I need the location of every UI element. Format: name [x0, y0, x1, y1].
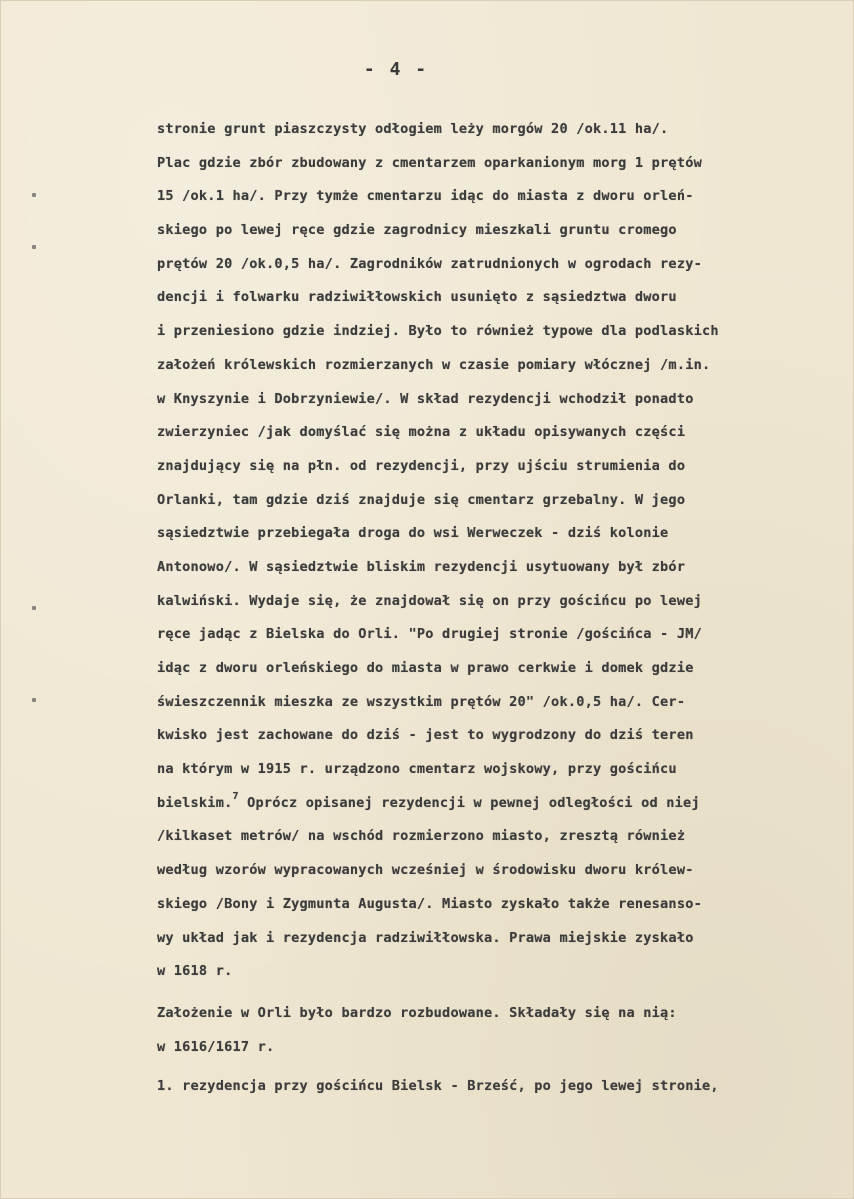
margin-mark [32, 193, 36, 197]
text-line: znajdujący się na płn. od rezydencji, przy ujściu strumienia do [157, 457, 686, 474]
text-line: założeń królewskich rozmierzanych w czasie pomiary włócznej /m.in. [157, 356, 711, 373]
text-line: według wzorów wypracowanych wcześniej w środowisku dworu królew- [157, 862, 694, 879]
text-line: Plac gdzie zbór zbudowany z cmentarzem oparkanionym morg 1 prętów [157, 154, 702, 171]
text-line: kalwiński. Wydaje się, że znajdował się on przy gościńcu po lewej [157, 592, 702, 609]
text-line: na którym w 1915 r. urządzono cmentarz wojskowy, przy gościńcu [157, 761, 677, 778]
text-line: Orlanki, tam gdzie dziś znajduje się cmentarz grzebalny. W jego [157, 491, 686, 508]
text-line: skiego /Bony i Zygmunta Augusta/. Miasto zyskało także renesanso- [157, 895, 702, 912]
text-line: skiego po lewej ręce gdzie zagrodnicy mieszkali gruntu cromego [157, 222, 677, 239]
text-line-with-footnote [157, 787, 847, 821]
typed-text-block [157, 113, 847, 1104]
text-line: Założenie w Orli było bardzo rozbudowane. Składały się na nią: [157, 1004, 677, 1021]
footnote-reference: 7 [232, 791, 239, 803]
text-line: zwierzyniec /jak domyślać się można z układu opisywanych części [157, 424, 686, 441]
text-line: 15 /ok.1 ha/. Przy tymże cmentarzu idąc do miasta z dworu orleń- [157, 188, 694, 205]
text-line: stronie grunt piaszczysty odłogiem leży morgów 20 /ok.11 ha/. [157, 121, 669, 137]
text-line: prętów 20 /ok.0,5 ha/. Zagrodników zatrudnionych w ogrodach rezy- [157, 255, 702, 272]
text-line-start: bielskim. [157, 794, 233, 811]
text-line: świeszczennik mieszka ze wszystkim prętów 20" /ok.0,5 ha/. Cer- [157, 693, 686, 710]
text-line-end: Oprócz opisanej rezydencji w pewnej odległości od niej [238, 794, 700, 811]
text-line: w 1618 r. [157, 963, 233, 980]
text-line: dencji i folwarku radziwiłłowskich usunięto z sąsiedztwa dworu [157, 289, 677, 306]
margin-mark [32, 606, 36, 610]
text-line: ręce jadąc z Bielska do Orli. "Po drugiej stronie /gościńca - JM/ [157, 626, 702, 643]
page-number: - 4 - [363, 59, 429, 80]
text-line: Antonowo/. W sąsiedztwie bliskim rezydencji usytuowany był zbór [157, 558, 686, 575]
margin-mark [32, 698, 36, 702]
text-line: w Knyszynie i Dobrzyniewie/. W skład rezydencji wchodził ponadto [157, 390, 694, 407]
text-line: w 1616/1617 r. [157, 1038, 275, 1055]
text-line: i przeniesiono gdzie indziej. Było to również typowe dla podlaskich [157, 323, 719, 340]
text-line: sąsiedztwie przebiegała droga do wsi Werweczek - dziś kolonie [157, 525, 669, 542]
text-line: 1. rezydencja przy gościńcu Bielsk - Brześć, po jego lewej stronie, [157, 1078, 719, 1095]
text-line: wy układ jak i rezydencja radziwiłłowska. Prawa miejskie zyskało [157, 929, 694, 946]
text-line: kwisko jest zachowane do dziś - jest to wygrodzony do dziś teren [157, 727, 694, 744]
margin-mark [32, 245, 36, 249]
text-line: /kilkaset metrów/ na wschód rozmierzono miasto, zresztą również [157, 828, 686, 845]
text-line: idąc z dworu orleńskiego do miasta w prawo cerkwie i domek gdzie [157, 660, 694, 676]
